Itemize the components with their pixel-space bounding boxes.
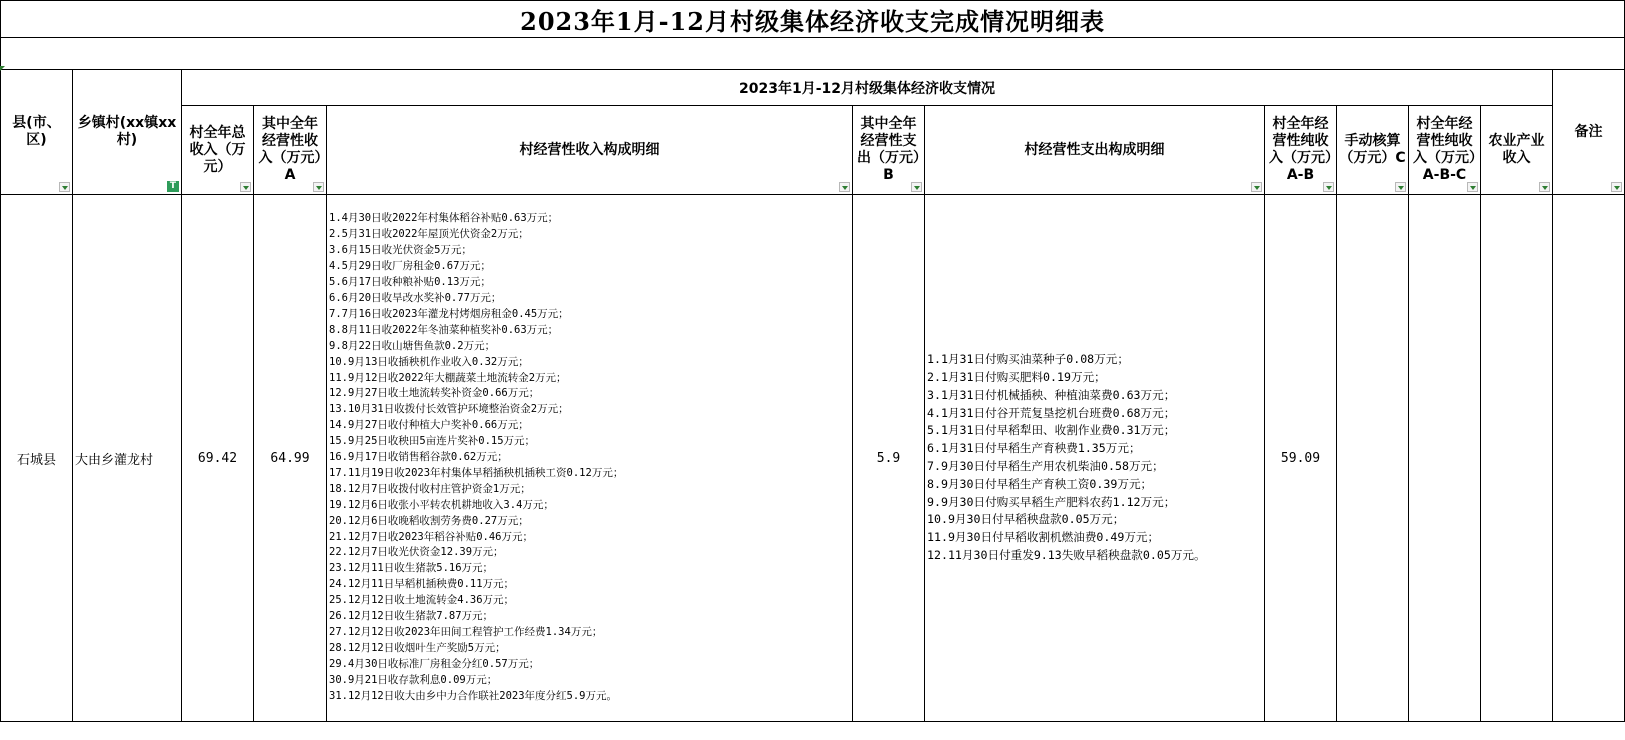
filter-dropdown-icon[interactable] bbox=[1395, 182, 1406, 192]
cell-operating-expense[interactable]: 5.9 bbox=[853, 195, 925, 722]
list-item: 2.5月31日收2022年屋顶光伏资金2万元； bbox=[329, 228, 529, 241]
list-item: 10.9月13日收插秧机作业收入0.32万元； bbox=[329, 355, 529, 368]
list-item: 2.1月31日付购买肥料0.19万元； bbox=[927, 370, 1106, 385]
list-item: 8.9月30日付早稻生产育秧工资0.39万元； bbox=[927, 476, 1153, 491]
group-header: 2023年1月-12月村级集体经济收支情况 bbox=[182, 70, 1553, 106]
list-item: 6.6月20日收旱改水奖补0.77万元； bbox=[329, 291, 502, 304]
header-agri-income[interactable] bbox=[1481, 106, 1553, 195]
cell-remark[interactable] bbox=[1553, 195, 1625, 722]
list-item: 5.6月17日收种粮补贴0.13万元； bbox=[329, 276, 491, 289]
header-village-label: 乡镇村(xx镇xx村) bbox=[77, 115, 177, 148]
list-item: 4.5月29日收厂房租金0.67万元； bbox=[329, 260, 491, 273]
list-item: 17.11月19日收2023年村集体早稻插秧机插秧工资0.12万元； bbox=[329, 466, 624, 479]
list-item: 3.6月15日收光伏资金5万元； bbox=[329, 244, 472, 257]
header-county[interactable] bbox=[1, 70, 73, 195]
header-operating-income-label: 其中全年经营性收入（万元）A bbox=[258, 116, 322, 183]
list-item: 18.12月7日收拨付收村庄管护资金1万元； bbox=[329, 482, 531, 495]
header-net-income-label: 村全年经营性纯收入（万元）A-B bbox=[1269, 116, 1332, 183]
cell-net-income-c[interactable] bbox=[1409, 195, 1481, 722]
header-expense-detail-label: 村经营性支出构成明细 bbox=[1024, 141, 1165, 158]
list-item: 28.12月12日收烟叶生产奖励5万元； bbox=[329, 641, 506, 654]
list-item: 11.9月12日收2022年大棚蔬菜土地流转金2万元； bbox=[329, 371, 567, 384]
list-item: 5.1月31日付早稻犁田、收割作业费0.31万元； bbox=[927, 423, 1176, 438]
blank-row bbox=[1, 38, 1625, 70]
filter-dropdown-icon[interactable] bbox=[1539, 182, 1550, 192]
header-remark-label: 备注 bbox=[1574, 123, 1603, 140]
header-net-income-c[interactable] bbox=[1409, 106, 1481, 195]
list-item: 19.12月6日收张小平转农机耕地收入3.4万元； bbox=[329, 498, 554, 511]
header-agri-income-label: 农业产业收入 bbox=[1488, 133, 1545, 166]
list-item: 29.4月30日收标准厂房租金分红0.57万元； bbox=[329, 657, 540, 670]
list-item: 25.12月12日收土地流转金4.36万元； bbox=[329, 594, 515, 607]
header-operating-income[interactable] bbox=[254, 106, 327, 195]
filter-dropdown-icon[interactable] bbox=[313, 182, 324, 192]
list-item: 8.8月11日收2022年冬油菜种植奖补0.63万元； bbox=[329, 323, 559, 336]
cell-expense-detail[interactable] bbox=[925, 195, 1265, 722]
cell-village[interactable]: 大由乡灌龙村 bbox=[73, 195, 182, 722]
list-item: 3.1月31日付机械插秧、种植油菜费0.63万元； bbox=[927, 387, 1176, 402]
list-item: 9.9月30日付购买早稻生产肥料农药1.12万元； bbox=[927, 494, 1176, 509]
list-item: 20.12月6日收晚稻收割劳务费0.27万元； bbox=[329, 514, 529, 527]
cell-net-income[interactable]: 59.09 bbox=[1265, 195, 1337, 722]
filter-dropdown-icon[interactable] bbox=[1467, 182, 1478, 192]
list-item: 7.7月16日收2023年灌龙村烤烟房租金0.45万元； bbox=[329, 307, 569, 320]
list-item: 21.12月7日收2023年稻谷补贴0.46万元； bbox=[329, 530, 534, 543]
header-total-income-label: 村全年总收入（万元） bbox=[189, 124, 246, 175]
active-filter-icon[interactable]: T bbox=[167, 181, 179, 192]
list-item: 1.4月30日收2022年村集体稻谷补贴0.63万元； bbox=[329, 212, 559, 225]
page-title: 2023年1月-12月村级集体经济收支完成情况明细表 bbox=[1, 1, 1625, 38]
header-manual-check[interactable] bbox=[1337, 106, 1409, 195]
table-row bbox=[1, 195, 1625, 722]
list-item: 22.12月7日收光伏资金12.39万元； bbox=[329, 546, 504, 559]
list-item: 15.9月25日收秧田5亩连片奖补0.15万元； bbox=[329, 435, 536, 448]
list-item: 9.8月22日收山塘售鱼款0.2万元； bbox=[329, 339, 496, 352]
list-item: 7.9月30日付早稻生产用农机柴油0.58万元； bbox=[927, 459, 1164, 473]
list-item: 14.9月27日收付种植大户奖补0.66万元； bbox=[329, 419, 529, 432]
filter-dropdown-icon[interactable] bbox=[1251, 182, 1262, 192]
filter-dropdown-icon[interactable] bbox=[59, 182, 70, 192]
cell-operating-income[interactable]: 64.99 bbox=[254, 195, 327, 722]
list-item: 24.12月11日早稻机插秧费0.11万元； bbox=[329, 578, 515, 591]
income-detail-list bbox=[329, 211, 850, 704]
header-expense-detail[interactable] bbox=[925, 106, 1265, 195]
header-net-income[interactable] bbox=[1265, 106, 1337, 195]
list-item: 10.9月30日付早稻秧盘款0.05万元； bbox=[927, 512, 1125, 527]
list-item: 16.9月17日收销售稻谷款0.62万元； bbox=[329, 451, 508, 464]
header-net-income-c-label: 村全年经营性纯收入（万元）A-B-C bbox=[1413, 116, 1476, 183]
filter-dropdown-icon[interactable] bbox=[240, 182, 251, 192]
header-remark[interactable] bbox=[1553, 70, 1625, 195]
cell-corner-marker bbox=[0, 66, 5, 71]
list-item: 11.9月30日付早稻收割机燃油费0.49万元； bbox=[927, 530, 1160, 545]
header-income-detail-label: 村经营性收入构成明细 bbox=[519, 141, 660, 158]
filter-dropdown-icon[interactable] bbox=[1611, 182, 1622, 192]
list-item: 27.12月12日收2023年田间工程管护工作经费1.34万元； bbox=[329, 626, 603, 639]
header-operating-expense-label: 其中全年经营性支出（万元）B bbox=[857, 116, 920, 183]
cell-agri-income[interactable] bbox=[1481, 195, 1553, 722]
list-item: 6.1月31日付早稻生产育秧费1.35万元； bbox=[927, 441, 1141, 456]
list-item: 1.1月31日付购买油菜种子0.08万元； bbox=[927, 352, 1129, 367]
list-item: 26.12月12日收生猪款7.87万元； bbox=[329, 610, 494, 623]
list-item: 12.9月27日收土地流转奖补资金0.66万元； bbox=[329, 387, 540, 400]
cell-income-detail[interactable] bbox=[327, 195, 853, 722]
filter-dropdown-icon[interactable] bbox=[1323, 182, 1334, 192]
list-item: 31.12月12日收大由乡中力合作联社2023年度分红5.9万元。 bbox=[329, 689, 618, 702]
cell-county[interactable]: 石城县 bbox=[1, 195, 73, 722]
header-income-detail[interactable] bbox=[327, 106, 853, 195]
header-total-income[interactable] bbox=[182, 106, 254, 195]
list-item: 13.10月31日收拨付长效管护环境整治资金2万元； bbox=[329, 403, 569, 416]
header-manual-check-label: 手动核算（万元）C bbox=[1339, 133, 1406, 166]
filter-dropdown-icon[interactable] bbox=[911, 182, 922, 192]
header-county-label: 县(市、区) bbox=[12, 115, 61, 148]
cell-total-income[interactable]: 69.42 bbox=[182, 195, 254, 722]
list-item: 12.11月30日付重发9.13失败早稻秧盘款0.05万元。 bbox=[927, 547, 1206, 562]
cell-manual-check[interactable] bbox=[1337, 195, 1409, 722]
header-village[interactable] bbox=[73, 70, 182, 195]
filter-dropdown-icon[interactable] bbox=[839, 182, 850, 192]
list-item: 4.1月31日付谷开荒复垦挖机台班费0.68万元； bbox=[927, 405, 1176, 420]
list-item: 23.12月11日收生猪款5.16万元； bbox=[329, 562, 494, 575]
header-operating-expense[interactable] bbox=[853, 106, 925, 195]
list-item: 30.9月21日收存款利息0.09万元； bbox=[329, 673, 498, 686]
expense-detail-list bbox=[927, 351, 1262, 565]
